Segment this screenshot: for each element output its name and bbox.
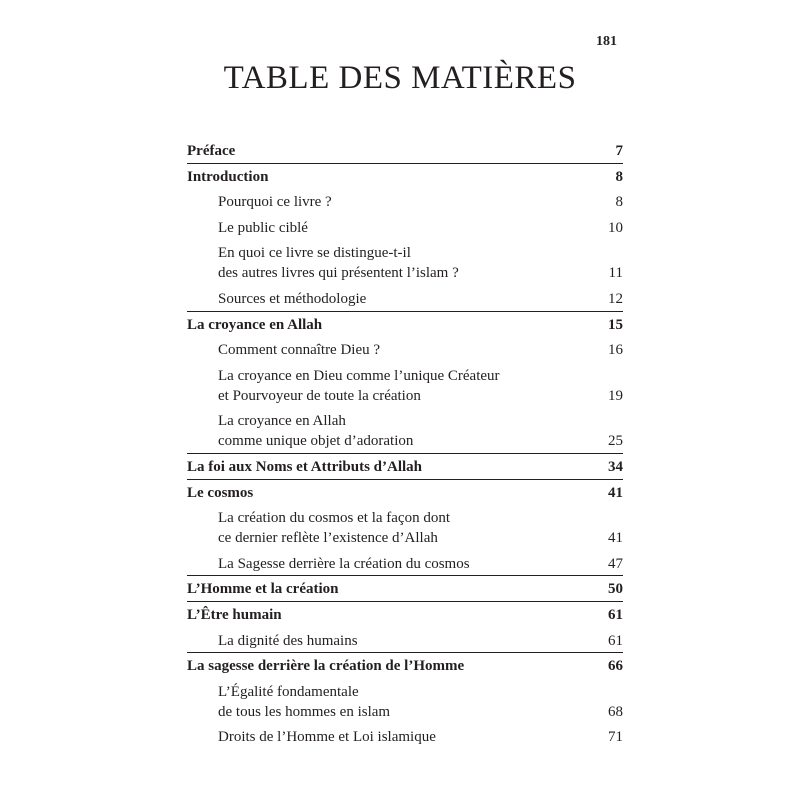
toc-entry-label xyxy=(187,167,268,187)
chapter-divider xyxy=(187,453,623,454)
toc-entry-line: Introduction xyxy=(187,168,269,185)
toc-section-row xyxy=(187,218,623,238)
toc-entry-line: En quoi ce livre se distingue-t-il xyxy=(218,245,411,262)
toc-entry-label xyxy=(218,727,436,747)
page-title: TABLE DES MATIÈRES xyxy=(223,60,577,96)
toc-entry-line: La foi aux Noms et Attributs d’Allah xyxy=(187,459,423,475)
chapter-divider xyxy=(187,311,623,312)
toc-section-row xyxy=(187,631,623,651)
toc-entry-line: Préface xyxy=(187,143,236,159)
toc-entry-line: ce dernier reflète l’existence d’Allah xyxy=(218,530,438,547)
toc-entry-label xyxy=(187,315,322,335)
toc-entry-line: Comment connaître Dieu ? xyxy=(218,342,381,359)
toc-entry-label xyxy=(187,483,253,503)
toc-entry-line: La sagesse derrière la création de l’Homme xyxy=(187,658,465,675)
chapter-divider xyxy=(187,652,623,653)
toc-chapter-row xyxy=(187,605,623,625)
toc-entry-line: de tous les hommes en islam xyxy=(218,703,391,720)
toc-entry-label xyxy=(218,682,390,722)
toc-section-row xyxy=(187,554,623,574)
toc-entry-line: des autres livres qui présentent l’islam ? xyxy=(218,265,459,282)
toc-entry-page: 19 xyxy=(608,387,623,404)
toc-section-row xyxy=(187,340,623,360)
toc-entry-label xyxy=(218,631,358,651)
toc-entry-label xyxy=(187,605,282,625)
toc-section-row xyxy=(187,366,623,406)
chapter-divider xyxy=(187,479,623,480)
toc-entry-line: L’Égalité fondamentale xyxy=(218,683,359,700)
toc-chapter-row xyxy=(187,579,623,599)
toc-entry-line: Droits de l’Homme et Loi islamique xyxy=(218,729,436,746)
toc-entry-line: Le cosmos xyxy=(187,484,254,501)
chapter-divider xyxy=(187,163,623,164)
toc-entry-label xyxy=(218,366,500,406)
toc-entry-line: La création du cosmos et la façon dont xyxy=(218,510,451,527)
toc-section-row xyxy=(187,289,623,309)
toc-entry-page: 11 xyxy=(608,265,623,282)
toc-entry-label xyxy=(218,411,413,451)
toc-chapter-row xyxy=(187,315,623,335)
toc-section-row xyxy=(187,508,623,548)
page-number: 181 xyxy=(596,34,617,49)
toc-entry-line: La croyance en Dieu comme l’unique Créateur xyxy=(218,367,500,384)
toc-entry-label xyxy=(218,243,459,283)
toc-section-row xyxy=(187,727,623,747)
toc-entry-line: L’Homme et la création xyxy=(187,581,339,598)
toc-entry-page: 41 xyxy=(608,530,623,547)
toc-entry-line: Sources et méthodologie xyxy=(218,291,367,307)
toc-entry-page: 47 xyxy=(608,555,623,572)
toc-chapter-row xyxy=(187,457,623,477)
toc-entry-page: 8 xyxy=(615,168,623,185)
toc-entry-page: 41 xyxy=(608,484,623,501)
toc-chapter-row xyxy=(187,656,623,676)
toc-entry-line: La croyance en Allah xyxy=(218,413,346,430)
toc-section-row xyxy=(187,682,623,722)
toc-entry-page: 34 xyxy=(608,459,623,475)
toc-entry-label xyxy=(218,508,450,548)
toc-section-row xyxy=(187,192,623,212)
toc-entry-page: 15 xyxy=(608,316,623,333)
toc-chapter-row xyxy=(187,167,623,187)
toc-entry-line: et Pourvoyeur de toute la création xyxy=(218,387,421,404)
toc-entry-page: 61 xyxy=(608,607,623,623)
toc-entry-line: Le public ciblé xyxy=(218,219,308,236)
toc-entry-page: 71 xyxy=(608,729,623,746)
toc-entry-page: 66 xyxy=(608,658,623,675)
toc-entry-label xyxy=(187,457,422,477)
toc-entry-label xyxy=(218,554,470,574)
toc-entry-label xyxy=(218,192,332,212)
toc-section-row xyxy=(187,411,623,451)
toc-entry-label xyxy=(187,579,339,599)
toc-entry-line: La dignité des humains xyxy=(218,632,358,649)
toc-entry-label xyxy=(218,289,366,309)
toc-entry-label xyxy=(218,340,380,360)
chapter-divider xyxy=(187,575,623,576)
toc-entry-line: La croyance en Allah xyxy=(187,316,323,333)
toc-entry-page: 8 xyxy=(615,194,623,211)
toc-entry-page: 25 xyxy=(608,433,623,450)
toc-entry-page: 10 xyxy=(608,219,623,236)
chapter-divider xyxy=(187,601,623,602)
toc-entry-page: 12 xyxy=(608,291,623,307)
toc-entry-page: 61 xyxy=(608,632,623,649)
toc-entry-label xyxy=(187,141,235,161)
toc-entry-label xyxy=(218,218,308,238)
toc-chapter-row xyxy=(187,141,623,161)
toc-entry-line: L’Être humain xyxy=(187,607,282,623)
toc-entry-line: La Sagesse derrière la création du cosmos xyxy=(218,555,470,572)
toc-section-row xyxy=(187,243,623,283)
toc-entry-line: Pourquoi ce livre ? xyxy=(218,194,332,211)
toc-entry-page: 7 xyxy=(615,143,623,159)
toc-entry-line: comme unique objet d’adoration xyxy=(218,433,414,450)
toc-entry-label xyxy=(187,656,464,676)
toc-entry-page: 50 xyxy=(608,581,623,598)
toc-chapter-row xyxy=(187,483,623,503)
toc-entry-page: 16 xyxy=(608,342,623,359)
toc-entry-page: 68 xyxy=(608,703,623,720)
